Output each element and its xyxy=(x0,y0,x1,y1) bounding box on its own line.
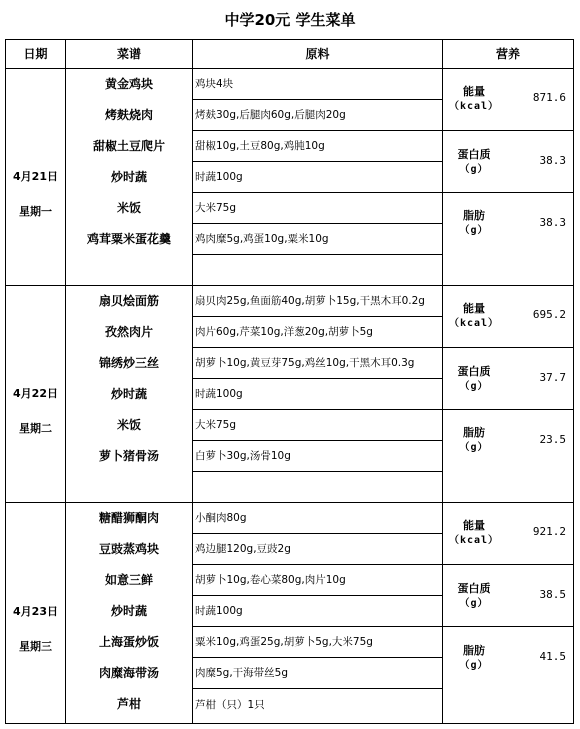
day-date: 4月22日 xyxy=(13,387,58,400)
grid-line xyxy=(192,40,193,723)
ingredient-cell: 鸡块4块 xyxy=(195,77,234,90)
fat-unit: （g） xyxy=(459,660,489,671)
protein-label-text: 蛋白质 xyxy=(457,582,491,595)
grid-line xyxy=(443,626,573,627)
grid-line xyxy=(443,347,573,348)
ingredient-cell: 小酮肉80g xyxy=(195,511,247,524)
dish-name: 米饭 xyxy=(116,201,141,215)
ingredient-cell: 时蔬100g xyxy=(195,604,243,617)
dish-name: 豆豉蒸鸡块 xyxy=(98,542,159,556)
grid-line xyxy=(442,40,443,723)
fat-label xyxy=(444,643,504,673)
ingredient-cell: 白萝卜30g,汤骨10g xyxy=(195,449,291,462)
grid-line xyxy=(443,564,573,565)
dish-name: 萝卜猪骨汤 xyxy=(98,449,159,463)
dish-name: 炒时蔬 xyxy=(110,170,147,184)
dish-name: 如意三鲜 xyxy=(104,573,153,587)
page-title: 中学20元 学生菜单 xyxy=(224,11,356,29)
protein-label-text: 蛋白质 xyxy=(457,148,491,161)
day-weekday: 星期二 xyxy=(19,422,52,435)
fat-label xyxy=(444,208,504,238)
protein-value: 38.5 xyxy=(539,588,566,601)
grid-line xyxy=(443,192,573,193)
grid-line xyxy=(443,409,573,410)
protein-value: 38.3 xyxy=(539,154,566,167)
ingredient-cell: 大米75g xyxy=(195,201,237,214)
protein-value: 37.7 xyxy=(539,371,566,384)
ingredient-cell: 扇贝肉25g,鱼面筋40g,胡萝卜15g,干黑木耳0.2g xyxy=(195,294,425,307)
dish-name: 炒时蔬 xyxy=(110,387,147,401)
grid-line xyxy=(443,130,573,131)
ingredient-cell: 鸡边腿120g,豆豉2g xyxy=(195,542,291,555)
fat-label-text: 脂肪 xyxy=(463,426,485,439)
protein-unit: （g） xyxy=(459,598,489,609)
fat-value: 41.5 xyxy=(539,650,566,663)
dish-name: 糖醋狮酮肉 xyxy=(98,511,159,525)
fat-label-text: 脂肪 xyxy=(463,209,485,222)
energy-value: 695.2 xyxy=(532,308,566,321)
ingredient-cell: 粟米10g,鸡蛋25g,胡萝卜5g,大米75g xyxy=(195,635,373,648)
ingredient-cell: 甜椒10g,土豆80g,鸡肫10g xyxy=(195,139,325,152)
dish-name: 芦柑 xyxy=(116,697,141,711)
ingredient-cell: 时蔬100g xyxy=(195,170,243,183)
energy-label xyxy=(444,518,504,548)
energy-unit: （kcal） xyxy=(448,318,500,329)
ingredient-cell xyxy=(195,472,439,502)
protein-unit: （g） xyxy=(459,381,489,392)
energy-unit: （kcal） xyxy=(448,535,500,546)
header-nutrition: 营养 xyxy=(495,47,520,61)
dish-name: 黄金鸡块 xyxy=(104,77,153,91)
ingredient-cell: 烤麸30g,后腿肉60g,后腿肉20g xyxy=(195,108,346,121)
ingredient-cell: 时蔬100g xyxy=(195,387,243,400)
dish-name: 锦绣炒三丝 xyxy=(98,356,159,370)
ingredient-cell: 鸡肉糜5g,鸡蛋10g,粟米10g xyxy=(195,232,329,245)
dish-name: 烤麸烧肉 xyxy=(104,108,153,122)
day-date: 4月23日 xyxy=(13,605,58,618)
protein-label xyxy=(444,147,504,177)
fat-unit: （g） xyxy=(459,442,489,453)
protein-unit: （g） xyxy=(459,164,489,175)
ingredient-cell: 芦柑（只）1只 xyxy=(195,699,265,711)
ingredient-cell: 大米75g xyxy=(195,418,237,431)
dish-name: 米饭 xyxy=(116,418,141,432)
energy-unit: （kcal） xyxy=(448,101,500,112)
fat-label xyxy=(444,425,504,455)
protein-label xyxy=(444,581,504,611)
day-weekday: 星期三 xyxy=(19,640,52,653)
fat-value: 38.3 xyxy=(539,216,566,229)
day-date: 4月21日 xyxy=(13,170,58,183)
header-dish: 菜谱 xyxy=(116,47,141,61)
ingredient-cell xyxy=(195,255,439,285)
fat-unit: （g） xyxy=(459,225,489,236)
energy-label-text: 能量 xyxy=(463,519,485,532)
dish-name: 扇贝烩面筋 xyxy=(98,294,159,308)
energy-label xyxy=(444,84,504,114)
protein-label-text: 蛋白质 xyxy=(457,365,491,378)
protein-label xyxy=(444,364,504,394)
energy-value: 871.6 xyxy=(532,91,566,104)
energy-label xyxy=(444,301,504,331)
header-ingredients: 原料 xyxy=(305,47,330,61)
dish-name: 鸡茸粟米蛋花羹 xyxy=(86,232,171,246)
dish-name: 孜然肉片 xyxy=(104,325,153,339)
ingredient-cell: 肉片60g,芹菜10g,洋葱20g,胡萝卜5g xyxy=(195,325,373,338)
energy-label-text: 能量 xyxy=(463,302,485,315)
fat-label-text: 脂肪 xyxy=(463,644,485,657)
dish-name: 肉糜海带汤 xyxy=(98,666,159,680)
dish-name: 炒时蔬 xyxy=(110,604,147,618)
dish-name: 上海蛋炒饭 xyxy=(98,635,159,649)
ingredient-cell: 胡萝卜10g,黄豆芽75g,鸡丝10g,干黑木耳0.3g xyxy=(195,356,415,369)
header-date: 日期 xyxy=(23,47,48,61)
fat-value: 23.5 xyxy=(539,433,566,446)
ingredient-cell: 肉糜5g,干海带丝5g xyxy=(195,666,289,679)
day-weekday: 星期一 xyxy=(19,205,52,218)
menu-table xyxy=(5,39,574,724)
energy-value: 921.2 xyxy=(532,525,566,538)
energy-label-text: 能量 xyxy=(463,85,485,98)
dish-name: 甜椒土豆爬片 xyxy=(92,139,165,153)
ingredient-cell: 胡萝卜10g,卷心菜80g,肉片10g xyxy=(195,573,346,586)
